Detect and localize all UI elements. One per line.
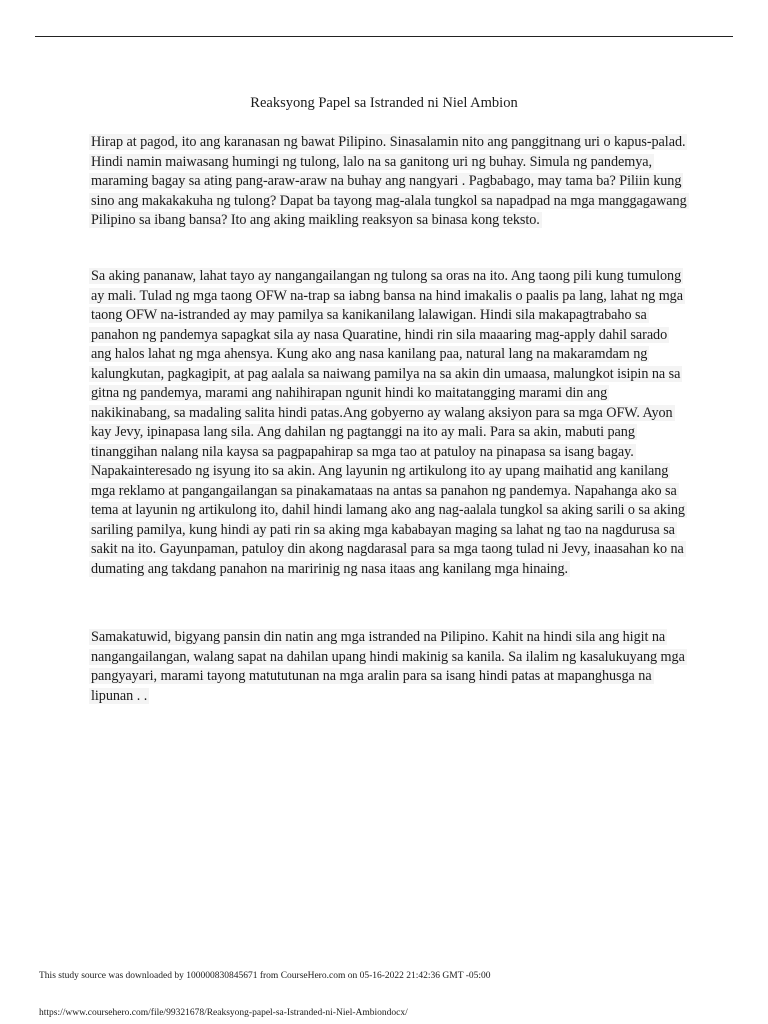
footer-source-note: This study source was downloaded by 100000830845671 from CourseHero.com on 05-16-2022 21:42:36 GMT -05:00 — [39, 971, 491, 981]
paragraph-body-text: Sa aking pananaw, lahat tayo ay nangangailangan ng tulong sa oras na ito. Ang taong pili kung tumulong ay mali. Tulad ng mga taong OFW na-trap sa iabng bansa na hind imakalis o paalis pa lang, lahat ng mga taong OFW na-istranded ay may pamilya sa kanikanilang lalawigan. Hindi sila makapagtrabaho sa panahon ng pandemya sapagkat sila ay nasa Quaratine, hindi rin sila maaaring mag-apply dahil sarado ang halos lahat ng mga ahensya. Kung ako ang nasa kanilang paa, natural lang na makaramdam ng kalungkutan, pagkagipit, at pag aalala sa naiwang pamilya na sa akin din umaasa, malungkot isipin na sa gitna ng pandemya, marami ang nahihirapan ngunit hindi ko maitatangging marami din ang nakikinabang, sa madaling salita hindi patas.Ang gobyerno ay walang aksiyon para sa mga OFW. Ayon kay Jevy, ipinapasa lang sila. Ang dahilan ng pagtanggi na ito ay mali. Para sa akin, mabuti pang tinanggihan nalang nila kaysa sa pagpapahirap sa mga tao at patuloy na pinapasa sa isang bagay. Napakainteresado ng isyung ito sa akin. Ang layunin ng artikulong ito ay upang maihatid ang kanilang mga reklamo at pangangailangan sa pinakamataas na antas sa panahon ng pandemya. Napahanga ako sa tema at layunin ng artikulong ito, dahil hindi lamang ako ang nag-aalala tungkol sa aking sarili o sa aking sariling pamilya, kung hindi ay pati rin sa aking mga kababayan maging sa lahat ng tao na nagdurusa sa sakit na ito. Gayunpaman, patuloy din akong nagdarasal para sa mga taong tulad ni Jevy, inaasahan ko na dumating ang takdang panahon na maririnig ng nasa itaas ang kanilang mga hinaing. — [91, 268, 685, 577]
header-rule — [35, 36, 733, 37]
footer-url-link[interactable]: https://www.coursehero.com/file/99321678/Reaksyong-papel-sa-Istranded-ni-Niel-Ambiondocx/ — [39, 1008, 408, 1018]
document-title: Reaksyong Papel sa Istranded ni Niel Ambion — [250, 95, 518, 111]
paragraph-conclusion-text: Samakatuwid, bigyang pansin din natin ang mga istranded na Pilipino. Kahit na hindi sila ang higit na nangangailangan, walang sapat na dahilan upang hindi makinig sa kanila. Sa ilalim ng kasalukuyang mga pangyayari, marami tayong matututunan na mga aralin para sa isang hindi patas at mapanghusga na lipunan . . — [91, 629, 685, 704]
paragraph-intro-text: Hirap at pagod, ito ang karanasan ng bawat Pilipino. Sinasalamin nito ang panggitnang uri o kapus-palad. Hindi namin maiwasang humingi ng tulong, lalo na sa ganitong uri ng buhay. Simula ng pandemya, maraming bagay sa ating pang-araw-araw na buhay ang nangyari . Pagbabago, may tama ba? Piliin kung sino ang makakakuha ng tulong? Dapat ba tayong mag-alala tungkol sa napadpad na mga manggagawang Pilipino sa ibang bansa? Ito ang aking maikling reaksyon sa binasa kong teksto. — [91, 134, 687, 228]
paragraph-intro — [89, 133, 689, 231]
paragraph-conclusion — [89, 628, 689, 706]
paragraph-body — [89, 267, 689, 579]
